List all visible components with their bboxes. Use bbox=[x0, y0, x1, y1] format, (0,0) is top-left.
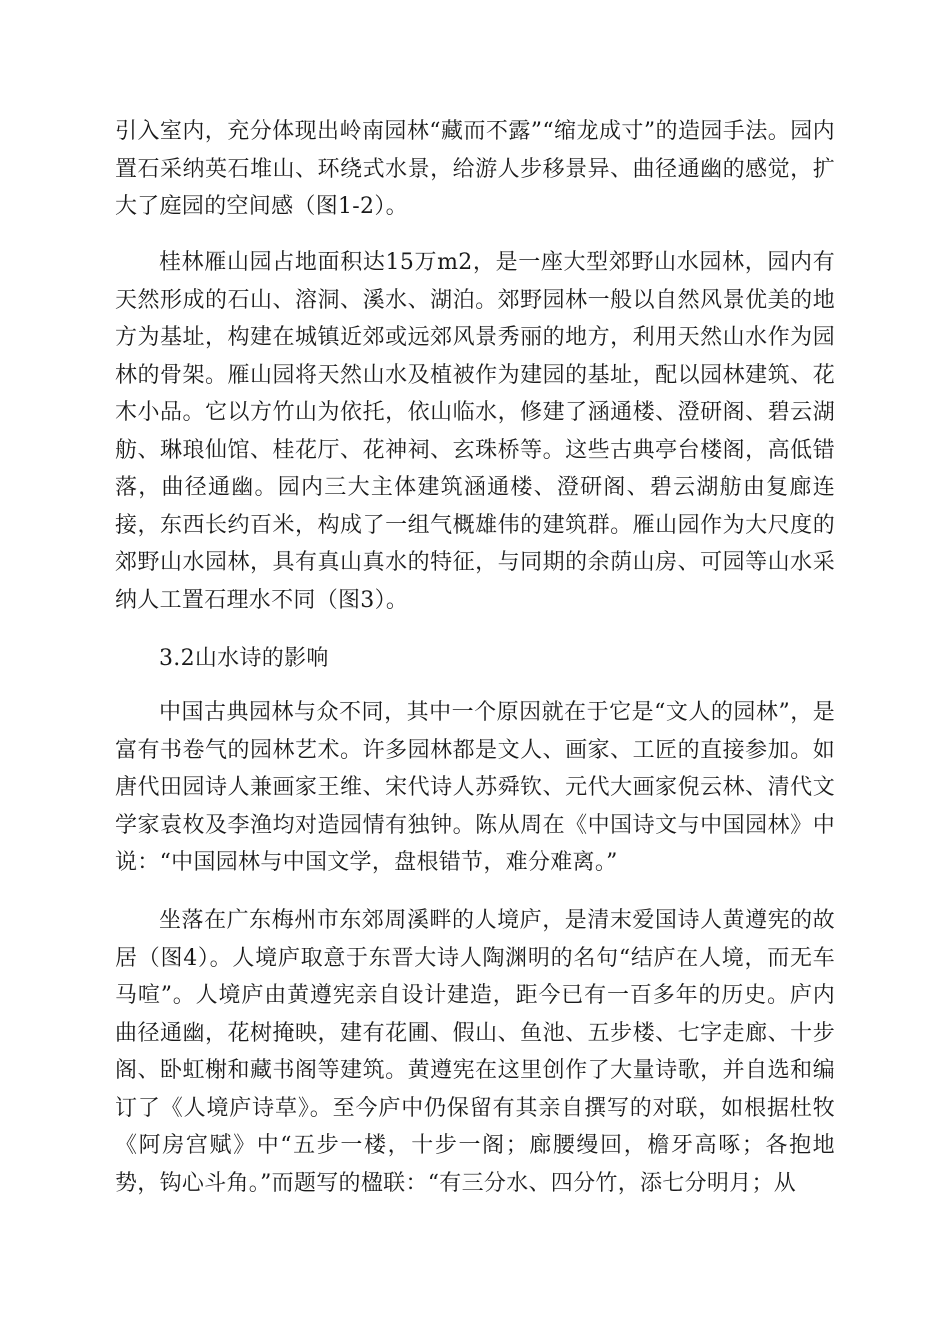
paragraph-literati-gardens bbox=[115, 694, 835, 882]
paragraph-text: 坐落在广东梅州市东郊周溪畔的人境庐，是清末爱国诗人黄遵宪的故居（图4）。人境庐取意于东晋大诗人陶渊明的名句“结庐在人境，而无车马喧”。人境庐由黄遵宪亲自设计建造，距今已有一百多年的历史。庐内曲径通幽，花树掩映，建有花圃、假山、鱼池、五步楼、七字走廊、十步阁、卧虹榭和藏书阁等建筑。黄遵宪在这里创作了大量诗歌，并自选和编订了《人境庐诗草》。至今庐中仍保留有其亲自撰写的对联，如根据杜牧《阿房宫赋》中“五步一楼，十步一阁；廊腰缦回，檐牙高啄；各抱地势，钩心斗角。”而题写的楹联：“有三分水、四分竹，添七分明月；从 bbox=[115, 908, 835, 1196]
paragraph-text: 桂林雁山园占地面积达15万m2，是一座大型郊野山水园林，园内有天然形成的石山、溶洞、溪水、湖泊。郊野园林一般以自然风景优美的地方为基址，构建在城镇近郊或远郊风景秀丽的地方，利用天然山水作为园林的骨架。雁山园将天然山水及植被作为建园的基址，配以园林建筑、花木小品。它以方竹山为依托，依山临水，修建了涵通楼、澄研阁、碧云湖舫、琳琅仙馆、桂花厅、花神祠、玄珠桥等。这些古典亭台楼阁，高低错落，曲径通幽。园内三大主体建筑涵通楼、澄研阁、碧云湖舫由复廊连接，东西长约百米，构成了一组气概雄伟的建筑群。雁山园作为大尺度的郊野山水园林，具有真山真水的特征，与同期的余荫山房、可园等山水采纳人工置石理水不同（图3）。 bbox=[115, 250, 835, 613]
paragraph-lingnan-continuation bbox=[115, 113, 835, 226]
section-heading-3-2 bbox=[115, 640, 835, 678]
paragraph-text: 引入室内，充分体现出岭南园林“藏而不露”“缩龙成寸”的造园手法。园内置石采纳英石堆山、环绕式水景，给游人步移景异、曲径通幽的感觉，扩大了庭园的空间感（图1-2）。 bbox=[115, 119, 835, 219]
paragraph-renjinglu bbox=[115, 902, 835, 1202]
paragraph-text: 中国古典园林与众不同，其中一个原因就在于它是“文人的园林”，是富有书卷气的园林艺术。许多园林都是文人、画家、工匠的直接参加。如唐代田园诗人兼画家王维、宋代诗人苏舜钦、元代大画家倪云林、清代文学家袁枚及李渔均对造园情有独钟。陈从周在《中国诗文与中国园林》中说：“中国园林与中国文学，盘根错节，难分难离。” bbox=[115, 700, 835, 875]
section-heading-text: 3.2山水诗的影响 bbox=[159, 646, 329, 671]
paragraph-yanshan-garden bbox=[115, 244, 835, 619]
